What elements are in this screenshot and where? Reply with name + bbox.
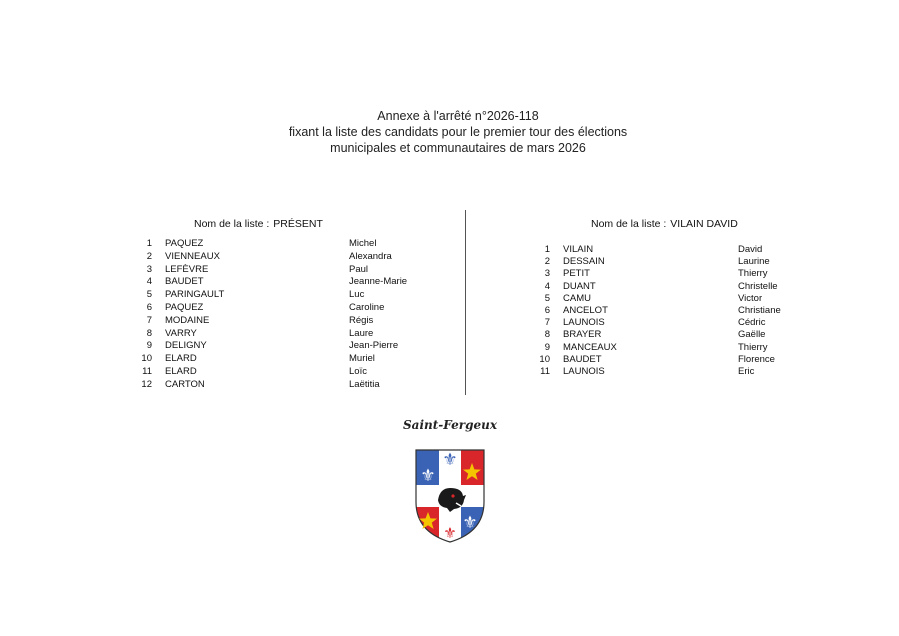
candidate-first-name: Thierry [738,341,768,353]
candidate-last-name: PARINGAULT [165,289,225,301]
candidate-first-name: Loïc [349,366,367,377]
list-heading-present [194,218,327,230]
candidate-last-name: ANCELOT [563,305,608,316]
candidate-first-name: Thierry [738,268,768,280]
candidate-row [0,316,899,329]
candidate-first-name: Laure [349,327,374,339]
candidate-first-name: Alexandra [349,250,392,262]
candidate-number: 2 [146,250,152,262]
candidate-number: 8 [544,329,550,341]
fleur-de-lis-icon: ⚜ [443,524,457,542]
candidate-number: 11 [142,366,152,377]
candidate-last-name: DUANT [563,280,596,292]
title-line-2: fixant la liste des candidats pour le premier tour des élections [288,125,628,139]
candidate-row [0,243,899,256]
candidate-number: 3 [146,263,152,275]
candidate-first-name: Victor [738,292,763,304]
candidate-number: 6 [146,302,152,313]
candidate-last-name: VILAIN [563,244,594,255]
candidate-first-name: Michel [349,238,377,249]
title-line-1: Annexe à l'arrêté n°2026-118 [377,109,539,123]
candidate-last-name: BAUDET [563,353,602,365]
fleur-de-lis-icon: ⚜ [442,450,458,470]
candidate-number: 5 [146,289,152,301]
candidate-number: 6 [544,305,550,316]
candidate-last-name: ELARD [165,366,197,377]
candidate-number: 3 [544,268,550,280]
candidate-first-name: Christelle [738,280,778,292]
candidate-row [0,378,899,391]
candidate-number: 11 [540,366,550,377]
candidate-number: 12 [141,378,152,390]
candidate-last-name: MANCEAUX [563,341,617,353]
candidate-row [0,280,899,293]
candidate-number: 9 [146,340,152,352]
candidate-first-name: Christiane [738,305,781,316]
candidate-last-name: ELARD [165,353,197,365]
list-label: Nom de la liste : [591,218,667,230]
candidate-first-name: Caroline [349,302,385,313]
candidate-last-name: BAUDET [165,276,204,288]
candidate-first-name: Jeanne-Marie [349,276,408,288]
candidate-first-name: Muriel [349,353,375,365]
candidate-row [0,365,899,378]
coat-of-arms-icon [392,436,508,546]
town-name-logo: Saint-Fergeux [403,418,497,432]
candidate-last-name: DELIGNY [165,340,207,352]
candidate-first-name: Luc [349,289,365,301]
candidate-first-name: Laurine [738,256,770,268]
candidate-first-name: Jean-Pierre [349,340,399,352]
candidate-last-name: PAQUEZ [165,238,204,249]
candidate-number: 7 [544,317,550,329]
candidate-first-name: Paul [349,263,369,275]
candidate-row [0,341,899,354]
candidate-last-name: CARTON [165,378,205,390]
candidate-last-name: PAQUEZ [165,302,204,313]
candidate-first-name: Laëtitia [349,378,380,390]
candidate-last-name: MODAINE [165,314,210,326]
candidate-number: 2 [544,256,550,268]
candidate-last-name: PETIT [563,268,590,280]
candidate-row [0,328,899,341]
candidate-last-name: CAMU [563,292,591,304]
candidate-number: 9 [544,341,550,353]
candidate-row [0,267,899,280]
candidate-last-name: DESSAIN [563,256,605,268]
candidate-number: 1 [146,238,152,249]
candidate-number: 8 [146,327,152,339]
candidate-number: 7 [146,314,152,326]
candidate-row [0,304,899,317]
candidate-last-name: LAUNOIS [563,317,605,329]
candidate-number: 1 [544,244,550,255]
title-line-3: municipales et communautaires de mars 2026 [330,141,586,155]
fleur-de-lis-icon: ⚜ [420,466,436,486]
candidate-first-name: Régis [349,314,374,326]
candidate-number: 10 [141,353,152,365]
candidate-first-name: Gaëlle [738,329,766,341]
candidate-number: 4 [146,276,152,288]
candidate-row [0,353,899,366]
list-heading-vilain-david [591,218,742,230]
list-label: Nom de la liste : [194,218,270,230]
list-name: VILAIN DAVID [670,218,738,230]
fleur-de-lis-icon: ⚜ [462,513,478,533]
candidate-last-name: LEFÈVRE [165,263,209,275]
list-name: PRÉSENT [273,218,323,230]
candidate-last-name: LAUNOIS [563,366,605,377]
candidate-row [0,292,899,305]
candidate-first-name: Cédric [738,317,766,329]
candidate-number: 5 [544,292,550,304]
candidate-number: 4 [544,280,550,292]
candidate-last-name: VARRY [165,327,197,339]
candidate-last-name: VIENNEAUX [165,250,220,262]
candidate-first-name: Eric [738,366,755,377]
town-emblem [392,418,508,542]
document-title [0,108,899,156]
candidate-first-name: Florence [738,353,775,365]
candidate-last-name: BRAYER [563,329,602,341]
candidate-number: 10 [539,353,550,365]
candidate-row [0,255,899,268]
candidate-first-name: David [738,244,763,255]
